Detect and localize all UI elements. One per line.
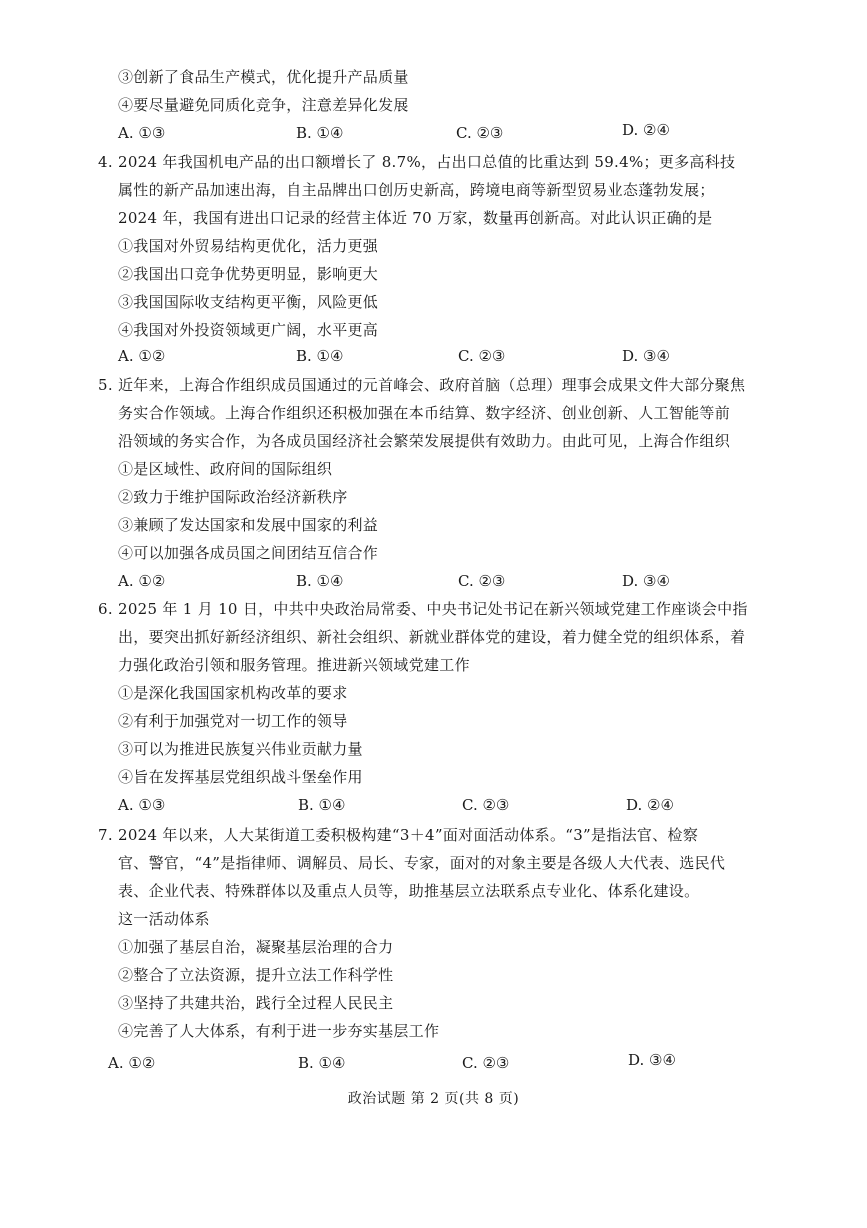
q5-stem-line-3: 沿领域的务实合作，为各成员国经济社会繁荣发展提供有效助力。由此可见，上海合作组织: [118, 432, 731, 450]
q7-option-a: A. ①②: [108, 1054, 156, 1072]
q6-item-1: ①是深化我国国家机构改革的要求: [118, 684, 348, 702]
q7-item-3: ③坚持了共建共治，践行全过程人民民主: [118, 994, 394, 1012]
q5-item-2: ②致力于维护国际政治经济新秩序: [118, 488, 348, 506]
q7-stem-line-4: 这一活动体系: [118, 910, 210, 928]
q5-item-1: ①是区域性、政府间的国际组织: [118, 460, 333, 478]
q7-item-1: ①加强了基层自治，凝聚基层治理的合力: [118, 938, 394, 956]
q4-stem-line-3: 2024 年，我国有进出口记录的经营主体近 70 万家，数量再创新高。对此认识正确的是: [118, 209, 713, 227]
q6-option-b: B. ①④: [298, 796, 346, 814]
q6-option-c: C. ②③: [462, 796, 510, 814]
q3-option-b: B. ①④: [296, 124, 344, 142]
q5-option-a: A. ①②: [118, 572, 166, 590]
q4-stem-line-1: 4. 2024 年我国机电产品的出口额增长了 8.7%，占出口总值的比重达到 59.4%；更多高科技: [98, 153, 736, 171]
q6-item-2: ②有利于加强党对一切工作的领导: [118, 712, 348, 730]
q4-item-1: ①我国对外贸易结构更优化，活力更强: [118, 237, 379, 255]
q7-item-2: ②整合了立法资源，提升立法工作科学性: [118, 966, 394, 984]
q4-option-c: C. ②③: [458, 347, 506, 365]
q7-option-c: C. ②③: [462, 1054, 510, 1072]
q7-option-b: B. ①④: [298, 1054, 346, 1072]
q4-item-3: ③我国国际收支结构更平衡，风险更低: [118, 293, 379, 311]
q3-item-3: ③创新了食品生产模式，优化提升产品质量: [118, 68, 409, 86]
q5-stem-line-2: 务实合作领域。上海合作组织还积极加强在本币结算、数字经济、创业创新、人工智能等前: [118, 404, 731, 422]
q5-option-c: C. ②③: [458, 572, 506, 590]
q4-option-d: D. ③④: [622, 347, 670, 365]
q5-option-b: B. ①④: [296, 572, 344, 590]
q3-option-d: D. ②④: [622, 121, 670, 139]
q7-stem-line-3: 表、企业代表、特殊群体以及重点人员等，助推基层立法联系点专业化、体系化建设。: [118, 882, 700, 900]
q4-item-4: ④我国对外投资领域更广阔，水平更高: [118, 321, 379, 339]
q7-option-d: D. ③④: [628, 1051, 676, 1069]
q5-stem-line-1: 5. 近年来，上海合作组织成员国通过的元首峰会、政府首脑（总理）理事会成果文件大部分聚焦: [98, 376, 746, 394]
q7-stem-line-2: 官、警官，“4”是指律师、调解员、局长、专家，面对的对象主要是各级人大代表、选民代: [118, 854, 726, 872]
q7-stem-line-1: 7. 2024 年以来，人大某街道工委积极构建“3＋4”面对面活动体系。“3”是指法官、检察: [98, 826, 699, 844]
q3-option-c: C. ②③: [456, 124, 504, 142]
q6-item-3: ③可以为推进民族复兴伟业贡献力量: [118, 740, 363, 758]
q4-stem-line-2: 属性的新产品加速出海，自主品牌出口创历史新高，跨境电商等新型贸易业态蓬勃发展；: [118, 181, 715, 199]
q4-option-a: A. ①②: [118, 347, 166, 365]
q6-item-4: ④旨在发挥基层党组织战斗堡垒作用: [118, 768, 363, 786]
q6-option-a: A. ①③: [118, 796, 166, 814]
q5-item-4: ④可以加强各成员国之间团结互信合作: [118, 544, 379, 562]
q6-stem-line-3: 力强化政治引领和服务管理。推进新兴领域党建工作: [118, 656, 470, 674]
q4-option-b: B. ①④: [296, 347, 344, 365]
q4-item-2: ②我国出口竞争优势更明显，影响更大: [118, 265, 379, 283]
q6-stem-line-1: 6. 2025 年 1 月 10 日，中共中央政治局常委、中央书记处书记在新兴领域党建工作座谈会中指: [98, 600, 748, 618]
q5-item-3: ③兼顾了发达国家和发展中国家的利益: [118, 516, 379, 534]
page-footer: 政治试题 第 2 页(共 8 页): [347, 1091, 520, 1107]
q3-option-a: A. ①③: [118, 124, 166, 142]
q5-option-d: D. ③④: [622, 572, 670, 590]
q6-option-d: D. ②④: [626, 796, 674, 814]
q3-item-4: ④要尽量避免同质化竞争，注意差异化发展: [118, 96, 409, 114]
q6-stem-line-2: 出，要突出抓好新经济组织、新社会组织、新就业群体党的建设，着力健全党的组织体系，着: [118, 628, 746, 646]
q7-item-4: ④完善了人大体系，有利于进一步夯实基层工作: [118, 1022, 440, 1040]
